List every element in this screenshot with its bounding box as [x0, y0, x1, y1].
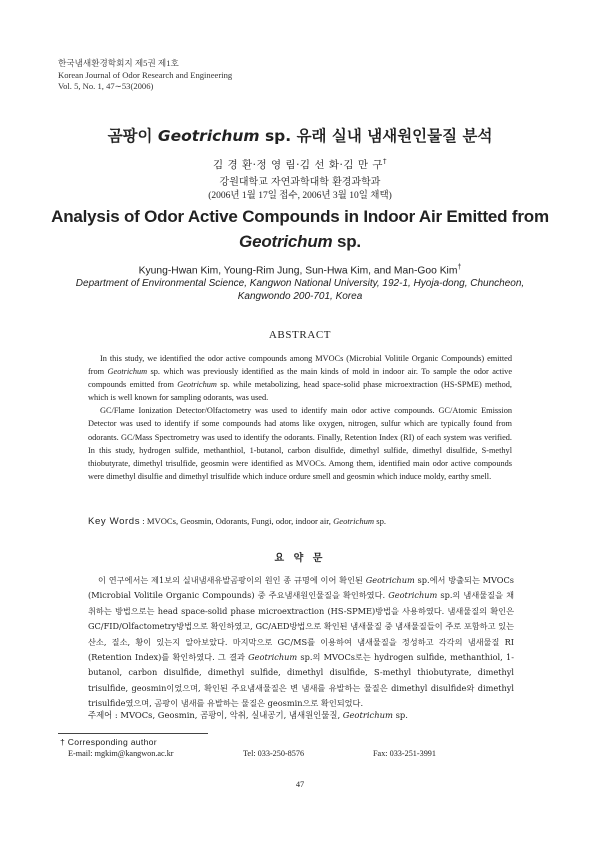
korean-abstract-genus: Geotrichum: [248, 652, 298, 663]
keywords: [88, 516, 518, 527]
corresponding-mark-en: †: [457, 264, 462, 271]
footnote-divider: [58, 733, 208, 734]
english-affiliation-line2: Kangwondo 200-701, Korea: [237, 291, 363, 302]
abstract-body: [88, 352, 512, 483]
keywords-genus: Geotrichum: [333, 516, 375, 526]
korean-keywords-sp: sp.: [392, 710, 408, 720]
korean-abstract-text: sp.에서 방출되는 MVOCs (Microbial Volitile Organic Compounds) 중 주요냄새원인물질을 확인하였다.: [88, 575, 514, 601]
korean-title-start: 곰팡이: [107, 127, 158, 145]
abstract-text: sp. which was previously identified as the main kinds of mold in indoor air. To sample the odor active compounds emitted from: [88, 367, 512, 390]
korean-affiliation: 강원대학교 자연과학대학 환경과학과: [219, 177, 381, 188]
abstract-text: In this study, we identified the odor active compounds among MVOCs (Microbial Volitile Organic Compounds) emitted from: [88, 354, 512, 377]
english-title-line1: Analysis of Odor Active Compounds in Indoor Air Emitted from: [51, 207, 549, 226]
keywords-label: Key Words: [88, 516, 141, 527]
korean-abstract-paragraph: [88, 573, 514, 712]
abstract-text: sp. while metabolizing, head space-solid phase microextraction (HS-SPME) method, which is well known for sampling odorants, was used.: [88, 380, 513, 403]
korean-abstract-text: sp.의 MVOCs로는 hydrogen sulfide, methanthiol, 1-butanol, carbon disulfide, dimethyl sulfide, dimethyl disulfide, S-methyl thiobutyrate, dimethyl trisulfide, geosmin이었으며, 확인된 주요냄새물질은 변 냄새를 유발하는 물질은 dimethyl disulfide와 dimethyl trisulfide였으며, 곰팡이 냄새를 유발하는 물질은 geosmin으로 확인되었다.: [88, 652, 514, 709]
korean-abstract-genus: Geotrichum: [365, 575, 415, 585]
page-number: 47: [295, 780, 305, 789]
english-title-line2: [30, 229, 570, 254]
journal-name-korean: 한국냄새환경학회지 제5권 제1호: [58, 58, 179, 68]
abstract-paragraph-1: [88, 352, 512, 404]
abstract-genus: Geotrichum: [177, 380, 217, 390]
email-text: E-mail: mgkim@kangwon.ac.kr: [68, 749, 174, 758]
korean-abstract-body: [88, 573, 514, 712]
abstract-heading: ABSTRACT: [268, 329, 332, 341]
english-authors: [0, 264, 600, 276]
korean-abstract-text: 이 연구에서는 제1보의 실내냄새유발곰팡이의 원인 종 규명에 이어 확인된: [98, 575, 366, 585]
korean-keywords: [88, 709, 518, 721]
journal-info: [58, 58, 232, 93]
english-title-sp: sp.: [332, 232, 361, 251]
telephone-text: Tel: 033-250-8576: [243, 749, 305, 758]
korean-title: [0, 124, 600, 146]
received-accepted-dates: (2006년 1월 17일 접수, 2006년 3월 10일 채택): [208, 191, 392, 201]
korean-author-names: 김 경 환·정 영 림·김 선 화·김 만 구: [213, 159, 383, 171]
journal-name-english: Korean Journal of Odor Research and Engineering: [58, 69, 233, 80]
english-title: [30, 204, 570, 254]
english-title-genus: Geotrichum: [239, 232, 333, 251]
korean-keywords-genus: Geotrichum: [342, 710, 393, 720]
korean-abstract-genus: Geotrichum: [388, 590, 438, 601]
abstract-paragraph-2: GC/Flame Ionization Detector/Olfactometry was used to identify main odor active compounds. GC/Atomic Emission Detector was used to identify if some compounds had atoms like oxygen, nitrogen, sulfur which are typically found from odorants. GC/Mass Spectrometry was used to identify the odorants. Finally, Retention Index (RI) of each system was verified. In this study, hydrogen sulfide, methanthiol, 1-butanol, carbon disulfide, dimethyl sulfide, dimethyl disulfide, S-methyl thiobutyrate, dimethyl trisulfide, geosmin were identified as MVOCs. Among them, identified main odor active compounds were dimethyl disulfie and dimethyl trisulfide which induce ordure smell and geosmin which induce moldy, earthy smell.: [88, 406, 512, 481]
korean-title-end: sp. 유래 실내 냄새원인물질 분석: [259, 127, 493, 145]
korean-abstract-heading: 요 약 문: [274, 553, 326, 564]
english-affiliation-line1: Department of Environmental Science, Kangwon National University, 192-1, Hyoja-dong, Chuncheon,: [75, 278, 525, 289]
korean-title-genus: Geotrichum: [157, 127, 260, 145]
corresponding-mark: †: [382, 157, 387, 166]
abstract-genus: Geotrichum: [107, 367, 148, 377]
journal-volume: Vol. 5, No. 1, 47∼53(2006): [58, 81, 154, 91]
korean-authors: [0, 157, 600, 172]
corresponding-author-note: † Corresponding author: [60, 737, 157, 747]
english-author-names: Kyung-Hwan Kim, Young-Rim Jung, Sun-Hwa Kim, and Man-Goo Kim: [138, 265, 458, 277]
keywords-list: : MVOCs, Geosmin, Odorants, Fungi, odor, indoor air,: [140, 516, 334, 526]
english-affiliation: [40, 277, 560, 303]
korean-abstract-text: sp.의 냄새물질을 채취하는 방법으로는 head space-solid phase microextraction (HS-SPME)방법을 사용하였다. 냄새물질의 확인은 GC/FID/Olfactometry방법으로 확인하였고, GC/AED방법으로 확인된 냄새물질 중 냄새물질들이 주로 포함하고 있는 산소, 질소, 황이 있는지 알아보았다. 마지막으로 GC/MS를 이용하여 냄새물질을 정성하고 각각의 냄새물질 RI (Retention Index)를 확인하였다. 그 결과: [88, 590, 514, 663]
keywords-sp: sp.: [374, 516, 387, 526]
korean-keywords-list: 주제어 : MVOCs, Geosmin, 곰팡이, 악취, 실내공기, 냄새원인물질,: [88, 710, 343, 720]
fax-text: Fax: 033-251-3991: [373, 749, 436, 758]
